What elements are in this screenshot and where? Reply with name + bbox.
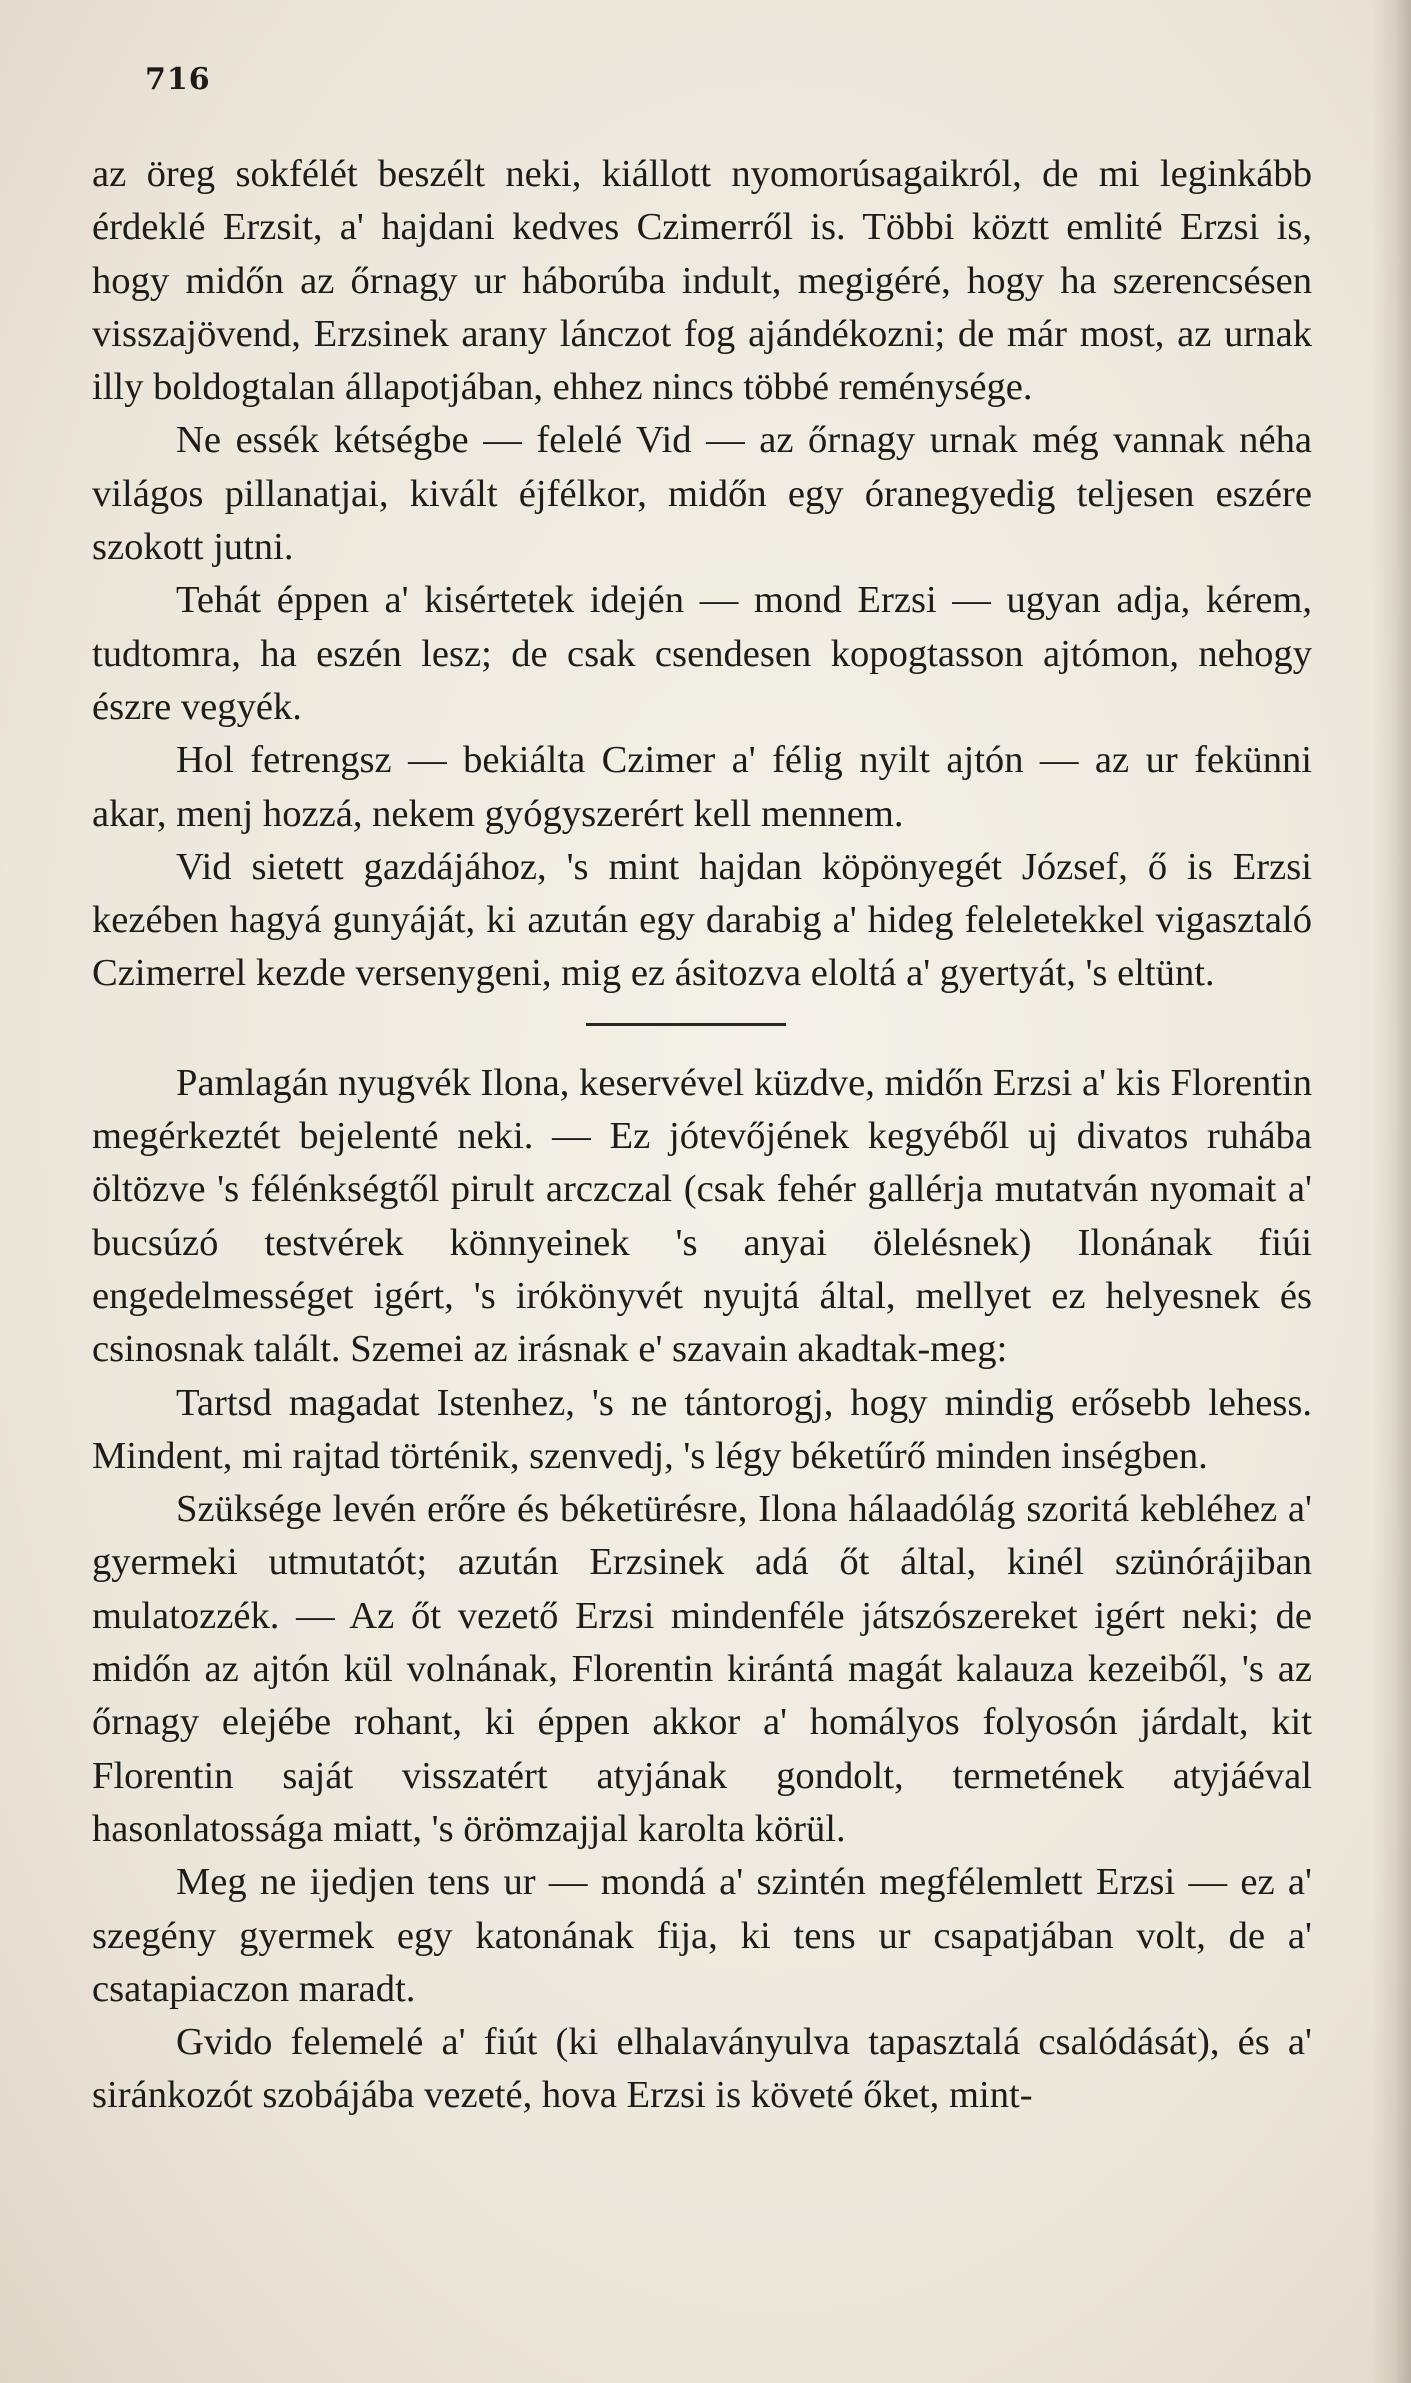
paragraph: Vid sietett gazdájához, 's mint hajdan köpönyegét József, ő is Erzsi kezében hagyá gunyáját, ki azután egy darabig a' hideg feleletekkel vigasztaló Czimerrel kezde versenygeni, mig ez ásitozva eloltá a' gyertyát, 's eltünt. xyxy=(92,845,1312,995)
page-edge-shadow xyxy=(1371,0,1411,2383)
page-number: 716 xyxy=(145,62,211,97)
section-separator xyxy=(586,1023,786,1026)
paragraph: az öreg sokfélét beszélt neki, kiállott nyomorúsagaikról, de mi leginkább érdeklé Erzsit, a' hajdani kedves Czimerről is. Többi köztt emlité Erzsi is, hogy midőn az őrnagy ur háborúba indult, megigéré, hogy ha szerencsésen visszajövend, Erzsinek arany lánczot fog ajándékozni; de már most, az urnak illy boldogtalan állapotjában, ehhez nincs többé reménysége. xyxy=(92,153,1312,409)
paragraph: Gvido felemelé a' fiút (ki elhalaványulva tapasztalá csalódását), és a' siránkozót szobájába vezeté, hova Erzsi is követé őket, mint- xyxy=(92,2021,1312,2117)
paragraph: Pamlagán nyugvék Ilona, keservével küzdve, midőn Erzsi a' kis Florentin megérkeztét bejelenté neki. — Ez jótevőjének kegyéből uj divatos ruhába öltözve 's félénkségtől pirult arczczal (csak fehér gallérja mutatván nyomait a' bucsúzó testvérek könnyeinek 's anyai ölelésnek) Ilonának fiúi engedelmességet igért, 's irókönyvét nyujtá által, mellyet ez helyesnek és csinosnak talált. Szemei az irásnak e' szavain akadtak-meg: xyxy=(92,1061,1312,1371)
body-text xyxy=(92,148,1312,2123)
paragraph: Tartsd magadat Istenhez, 's ne tántorogj, hogy mindig erősebb lehess. Mindent, mi rajtad történik, szenvedj, 's légy béketűrő minden inségben. xyxy=(92,1381,1312,1477)
paragraph: Hol fetrengsz — bekiálta Czimer a' félig nyilt ajtón — az ur fekünni akar, menj hozzá, nekem gyógyszerért kell mennem. xyxy=(92,739,1312,835)
paragraph: Meg ne ijedjen tens ur — mondá a' szintén megfélemlett Erzsi — ez a' szegény gyermek egy katonának fija, ki tens ur csapatjában volt, de a' csatapiaczon maradt. xyxy=(92,1861,1312,2010)
paragraph: Szüksége levén erőre és béketürésre, Ilona hálaadólág szoritá kebléhez a' gyermeki utmutatót; azután Erzsinek adá őt által, kinél szünórájiban mulatozzék. — Az őt vezető Erzsi mindenféle játszószereket igért neki; de midőn az ajtón kül volnának, Florentin kirántá magát kalauza kezeiből, 's az őrnagy elejébe rohant, ki éppen akkor a' homályos folyosón járdalt, kit Florentin saját visszatért atyjának gondolt, termetének atyjáéval hasonlatossága miatt, 's örömzajjal karolta körül. xyxy=(92,1488,1312,1850)
paragraph: Tehát éppen a' kisértetek idején — mond Erzsi — ugyan adja, kérem, tudtomra, ha eszén lesz; de csak csendesen kopogtasson ajtómon, nehogy észre vegyék. xyxy=(92,579,1312,728)
paragraph: Ne essék kétségbe — felelé Vid — az őrnagy urnak még vannak néha világos pillanatjai, kivált éjfélkor, midőn egy óranegyedig teljesen eszére szokott jutni. xyxy=(92,419,1312,569)
